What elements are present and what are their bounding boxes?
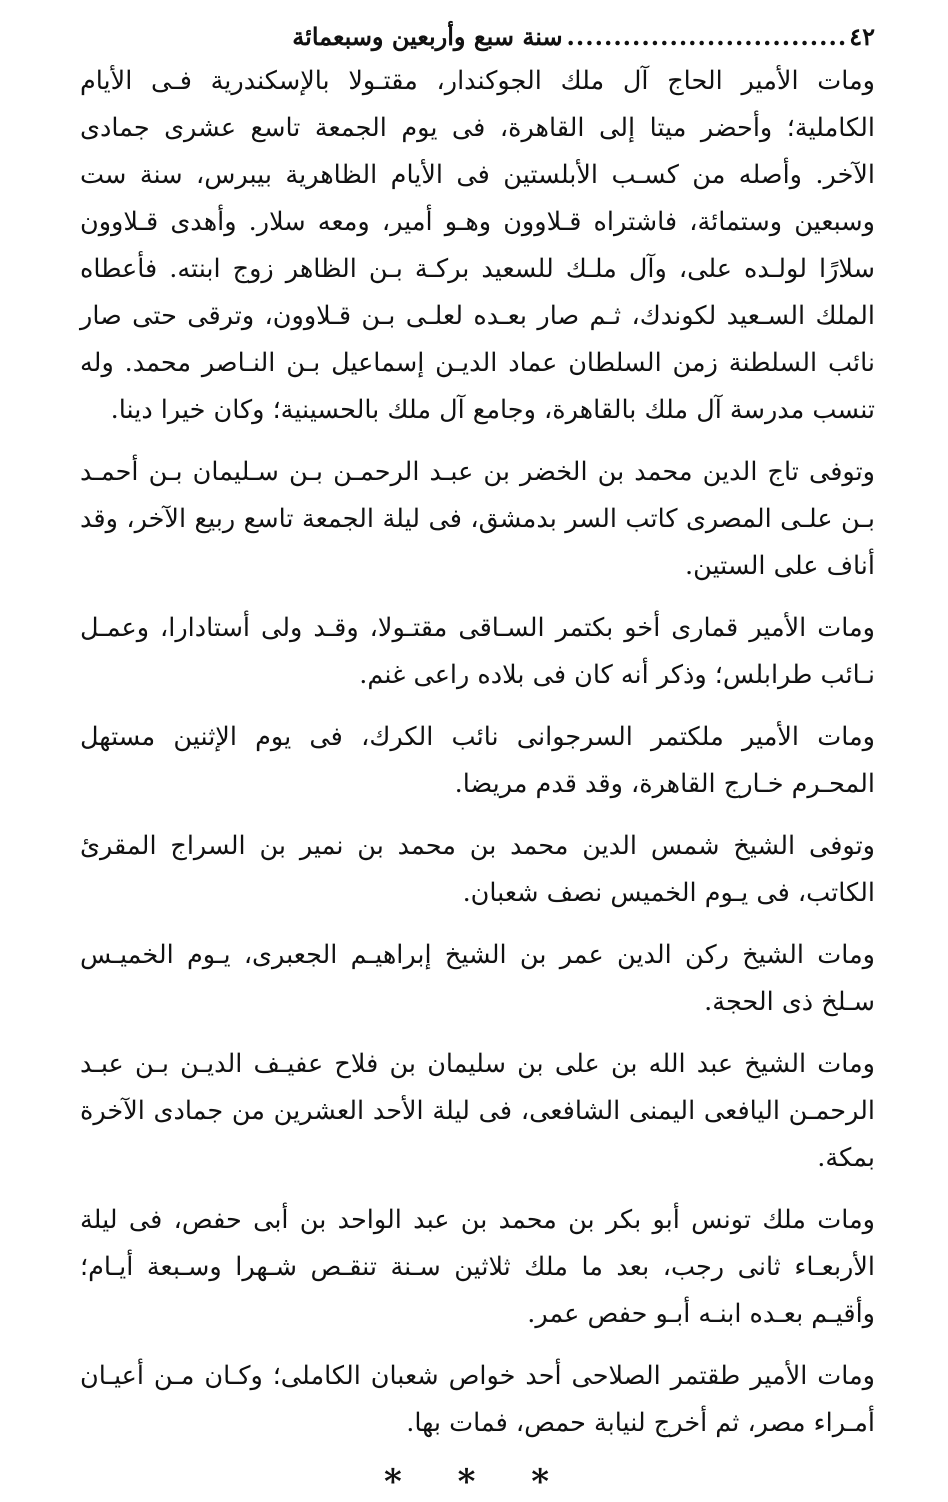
paragraph-2: وتوفى تاج الدين محمد بن الخضر بن عبـد الرحمـن بـن سـليمان بـن أحمـد بـن علـى المصرى كاتب السر بدمشق، فى ليلة الجمعة تاسع ربيع الآخر، وقد أناف على الستين.	[80, 457, 875, 581]
page-number: ٤٢	[849, 22, 875, 51]
running-head	[80, 22, 875, 52]
paragraph-6: ومات الشيخ ركن الدين عمر بن الشيخ إبراهيـم الجعبرى، يـوم الخميـس سـلخ ذى الحجة.	[80, 940, 875, 1017]
paragraph-5: وتوفى الشيخ شمس الدين محمد بن محمد بن نمير بن السراج المقرئ الكاتب، فى يـوم الخميس نصف شعبان.	[80, 831, 875, 908]
book-page	[80, 22, 875, 1502]
paragraph-4: ومات الأمير ملكتمر السرجوانى نائب الكرك، فى يوم الإثنين مستهل المحـرم خـارج القاهرة، وقد قدم مريضا.	[80, 722, 875, 799]
paragraph-3: ومات الأمير قمارى أخو بكتمر السـاقى مقتـولا، وقـد ولى أستادارا، وعمـل نـائب طرابلس؛ وذكر أنه كان فى بلاده راعى غنم.	[80, 613, 875, 690]
running-title: سنة سبع وأربعين وسبعمائة	[292, 22, 563, 51]
paragraph-9: ومات الأمير طقتمر الصلاحى أحد خواص شعبان الكاملى؛ وكـان مـن أعيـان أمـراء مصر، ثم أخرج لنيابة حمص، فمات بها.	[80, 1361, 875, 1438]
paragraph-1: ومات الأمير الحاج آل ملك الجوكندار، مقتـولا بالإسكندرية فـى الأيام الكاملية؛ وأحضر ميتا إلى القاهرة، فى يوم الجمعة تاسع عشرى جمادى الآخر. وأصله من كسـب الأبلستين فى الأيام الظاهرية بيبرس، سنة ست وسبعين وستمائة، فاشتراه قـلاوون وهـو أمير، ومعه سلار. وأهدى قـلاوون سلارًا لولـده على، وآل ملـك للسعيد بركـة بـن الظاهر زوج ابنته. فأعطاه الملك السـعيد لكوندك، ثـم صار بعـده لعلـى بـن قـلاوون، وترقى حتى صار نائب السلطنة زمن السلطان عماد الديـن إسماعيل بـن النـاصر محمد. وله تنسب مدرسة آل ملك بالقاهرة، وجامع آل ملك بالحسينية؛ وكان خيرا دينا.	[80, 66, 875, 425]
section-separator: * * *	[383, 1462, 571, 1502]
header-dot-leader: ..............................	[566, 22, 848, 51]
paragraph-8: ومات ملك تونس أبو بكر بن محمد بن عبد الواحد بن أبى حفص، فى ليلة الأربعـاء ثانى رجب، بعد ما ملك ثلاثين سـنة تنقـص شـهرا وسـبعة أيـام؛ وأقيـم بعـده ابنـه أبـو حفص عمر.	[80, 1205, 875, 1329]
paragraph-7: ومات الشيخ عبد الله بن على بن سليمان بن فلاح عفيـف الديـن بـن عبـد الرحمـن اليافعى اليمنى الشافعى، فى ليلة الأحد العشرين من جمادى الآخرة بمكة.	[80, 1049, 875, 1173]
